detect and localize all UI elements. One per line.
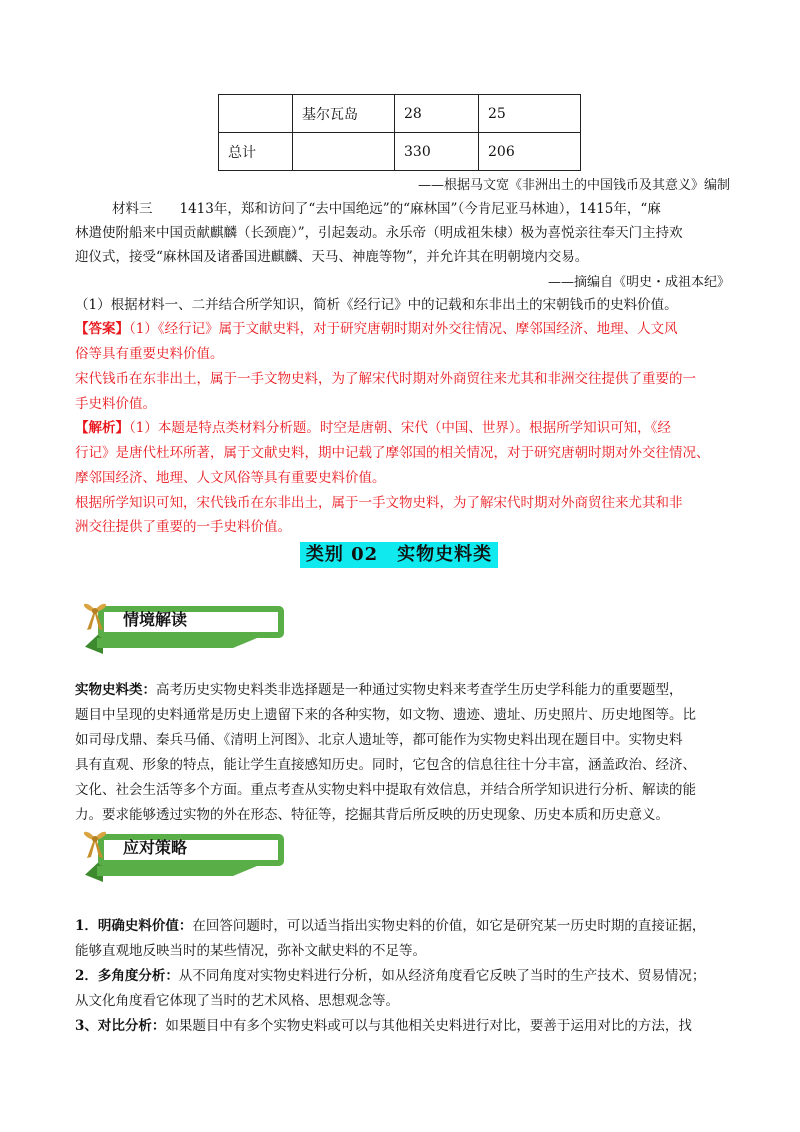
analysis-line: 洲交往提供了重要的一手史料价值。 (75, 519, 291, 535)
table-cell: 28 (395, 95, 479, 133)
strategy-text: 从不同角度对实物史料进行分析，如从经济角度看它反映了当时的生产技术、贸易情况； (178, 968, 706, 984)
strategy-num: 2． (75, 968, 98, 984)
intro-text: 高考历史实物史料类非选择题是一种通过实物史料来考查学生历史学科能力的重要题型， (156, 682, 683, 698)
analysis-text: （1）本题是特点类材料分析题。时空是唐朝、宋代（中国、世界）。根据所学知识可知，《经 (129, 420, 671, 436)
intro-line (75, 678, 683, 703)
analysis-tag: 【解析】 (75, 420, 129, 436)
ribbon (97, 638, 257, 648)
table-cell: 基尔瓦岛 (293, 95, 395, 133)
strategy-line: 能够直观地反映当时的某些情况，弥补文献史料的不足等。 (75, 943, 426, 959)
table-cell: 330 (395, 133, 479, 171)
strategy-line: 从文化角度看它体现了当时的艺术风格、思想观念等。 (75, 993, 399, 1009)
table-row (219, 133, 581, 171)
table-cell (219, 95, 293, 133)
question: （1）根据材料一、二并结合所学知识，简析《经行记》中的记载和东非出土的宋朝钱币的史料价值。 (75, 297, 678, 313)
section-badge (75, 828, 285, 888)
intro-line: 具有直观、形象的特点，能让学生直接感知历史。同时，它包含的信息往往十分丰富，涵盖政治、经济、 (75, 757, 696, 773)
analysis-line: 摩邻国经济、地理、人文风俗等具有重要史料价值。 (75, 470, 386, 486)
strategy-line (75, 964, 705, 989)
intro-line: 文化、社会生活等多个方面。重点考查从实物史料中提取有效信息，并结合所学知识进行分析、解读的能 (75, 782, 696, 798)
ribbon (97, 866, 257, 876)
table-row (219, 95, 581, 133)
intro-line: 题目中呈现的史料通常是历史上遗留下来的各种实物，如文物、遗迹、遗址、历史照片、历史地图等。比 (75, 707, 696, 723)
material-line: 林遣使附船来中国贡献麒麟（长颈鹿）”，引起轰动。永乐帝（明成祖朱棣）极为喜悦亲往奉天门主持欢 (75, 225, 683, 241)
source-citation: ——根据马文宽《非洲出土的中国钱币及其意义》编制 (417, 178, 730, 193)
category-title: 类别 02 实物史料类 (300, 542, 498, 568)
analysis-line: 根据所学知识可知，宋代钱币在东非出土，属于一手文物史料，为了解宋代时期对外商贸往来尤其和非 (75, 495, 683, 511)
strategy-text: 如果题目中有多个实物史料或可以与其他相关史料进行对比，要善于运用对比的方法，找 (165, 1018, 692, 1034)
intro-line: 如司母戊鼎、秦兵马俑、《清明上河图》、北京人遗址等，都可能作为实物史料出现在题目中。实物史料 (75, 732, 683, 748)
badge-label: 应对策略 (123, 838, 188, 857)
strategy-title: 明确史料价值： (97, 918, 193, 934)
answer-line: 手史料价值。 (75, 396, 156, 412)
material-line: 材料三 1413年，郑和访问了“去中国绝远”的“麻林国”（今肯尼亚马林迪），1415年，“麻 (112, 201, 661, 217)
strategy-line (75, 914, 705, 939)
analysis-line: 行记》是唐代杜环所著，属于文献史料，期中记载了摩邻国的相关情况，对于研究唐朝时期对外交往情况、 (75, 445, 710, 461)
section-badge (75, 600, 285, 660)
strategy-line (75, 1014, 692, 1039)
coin-table (218, 94, 581, 171)
answer-line (75, 319, 678, 339)
answer-text: （1）《经行记》属于文献史料，对于研究唐朝时期对外交往情况、摩邻国经济、地理、人文风 (129, 321, 678, 337)
intro-term: 实物史料类： (75, 682, 156, 698)
table-cell: 总计 (219, 133, 293, 171)
badge-label: 情境解读 (123, 610, 188, 629)
strategy-title: 对比分析： (97, 1018, 166, 1034)
analysis-line (75, 418, 671, 438)
material-line: 迎仪式，接受“麻林国及诸番国进麒麟、天马、神鹿等物”，并允许其在明朝境内交易。 (75, 249, 589, 265)
intro-line: 力。要求能够透过实物的外在形态、特征等，挖掘其背后所反映的历史现象、历史本质和历史意义。 (75, 807, 669, 823)
strategy-text: 在回答问题时，可以适当指出实物史料的价值，如它是研究某一历史时期的直接证据， (192, 918, 706, 934)
bow-icon (75, 596, 115, 636)
strategy-title: 多角度分析： (97, 968, 179, 984)
table-cell: 206 (479, 133, 581, 171)
answer-line: 宋代钱币在东非出土，属于一手文物史料，为了解宋代时期对外商贸往来尤其和非洲交往提供了重要的一 (75, 371, 696, 387)
strategy-num: 1． (75, 918, 98, 934)
table-cell (293, 133, 395, 171)
strategy-num: 3、 (75, 1018, 98, 1034)
answer-tag: 【答案】 (75, 321, 129, 337)
answer-line: 俗等具有重要史料价值。 (75, 346, 224, 362)
source-citation: ——摘编自《明史・成祖本纪》 (547, 275, 730, 290)
bow-icon (75, 824, 115, 864)
table-cell: 25 (479, 95, 581, 133)
